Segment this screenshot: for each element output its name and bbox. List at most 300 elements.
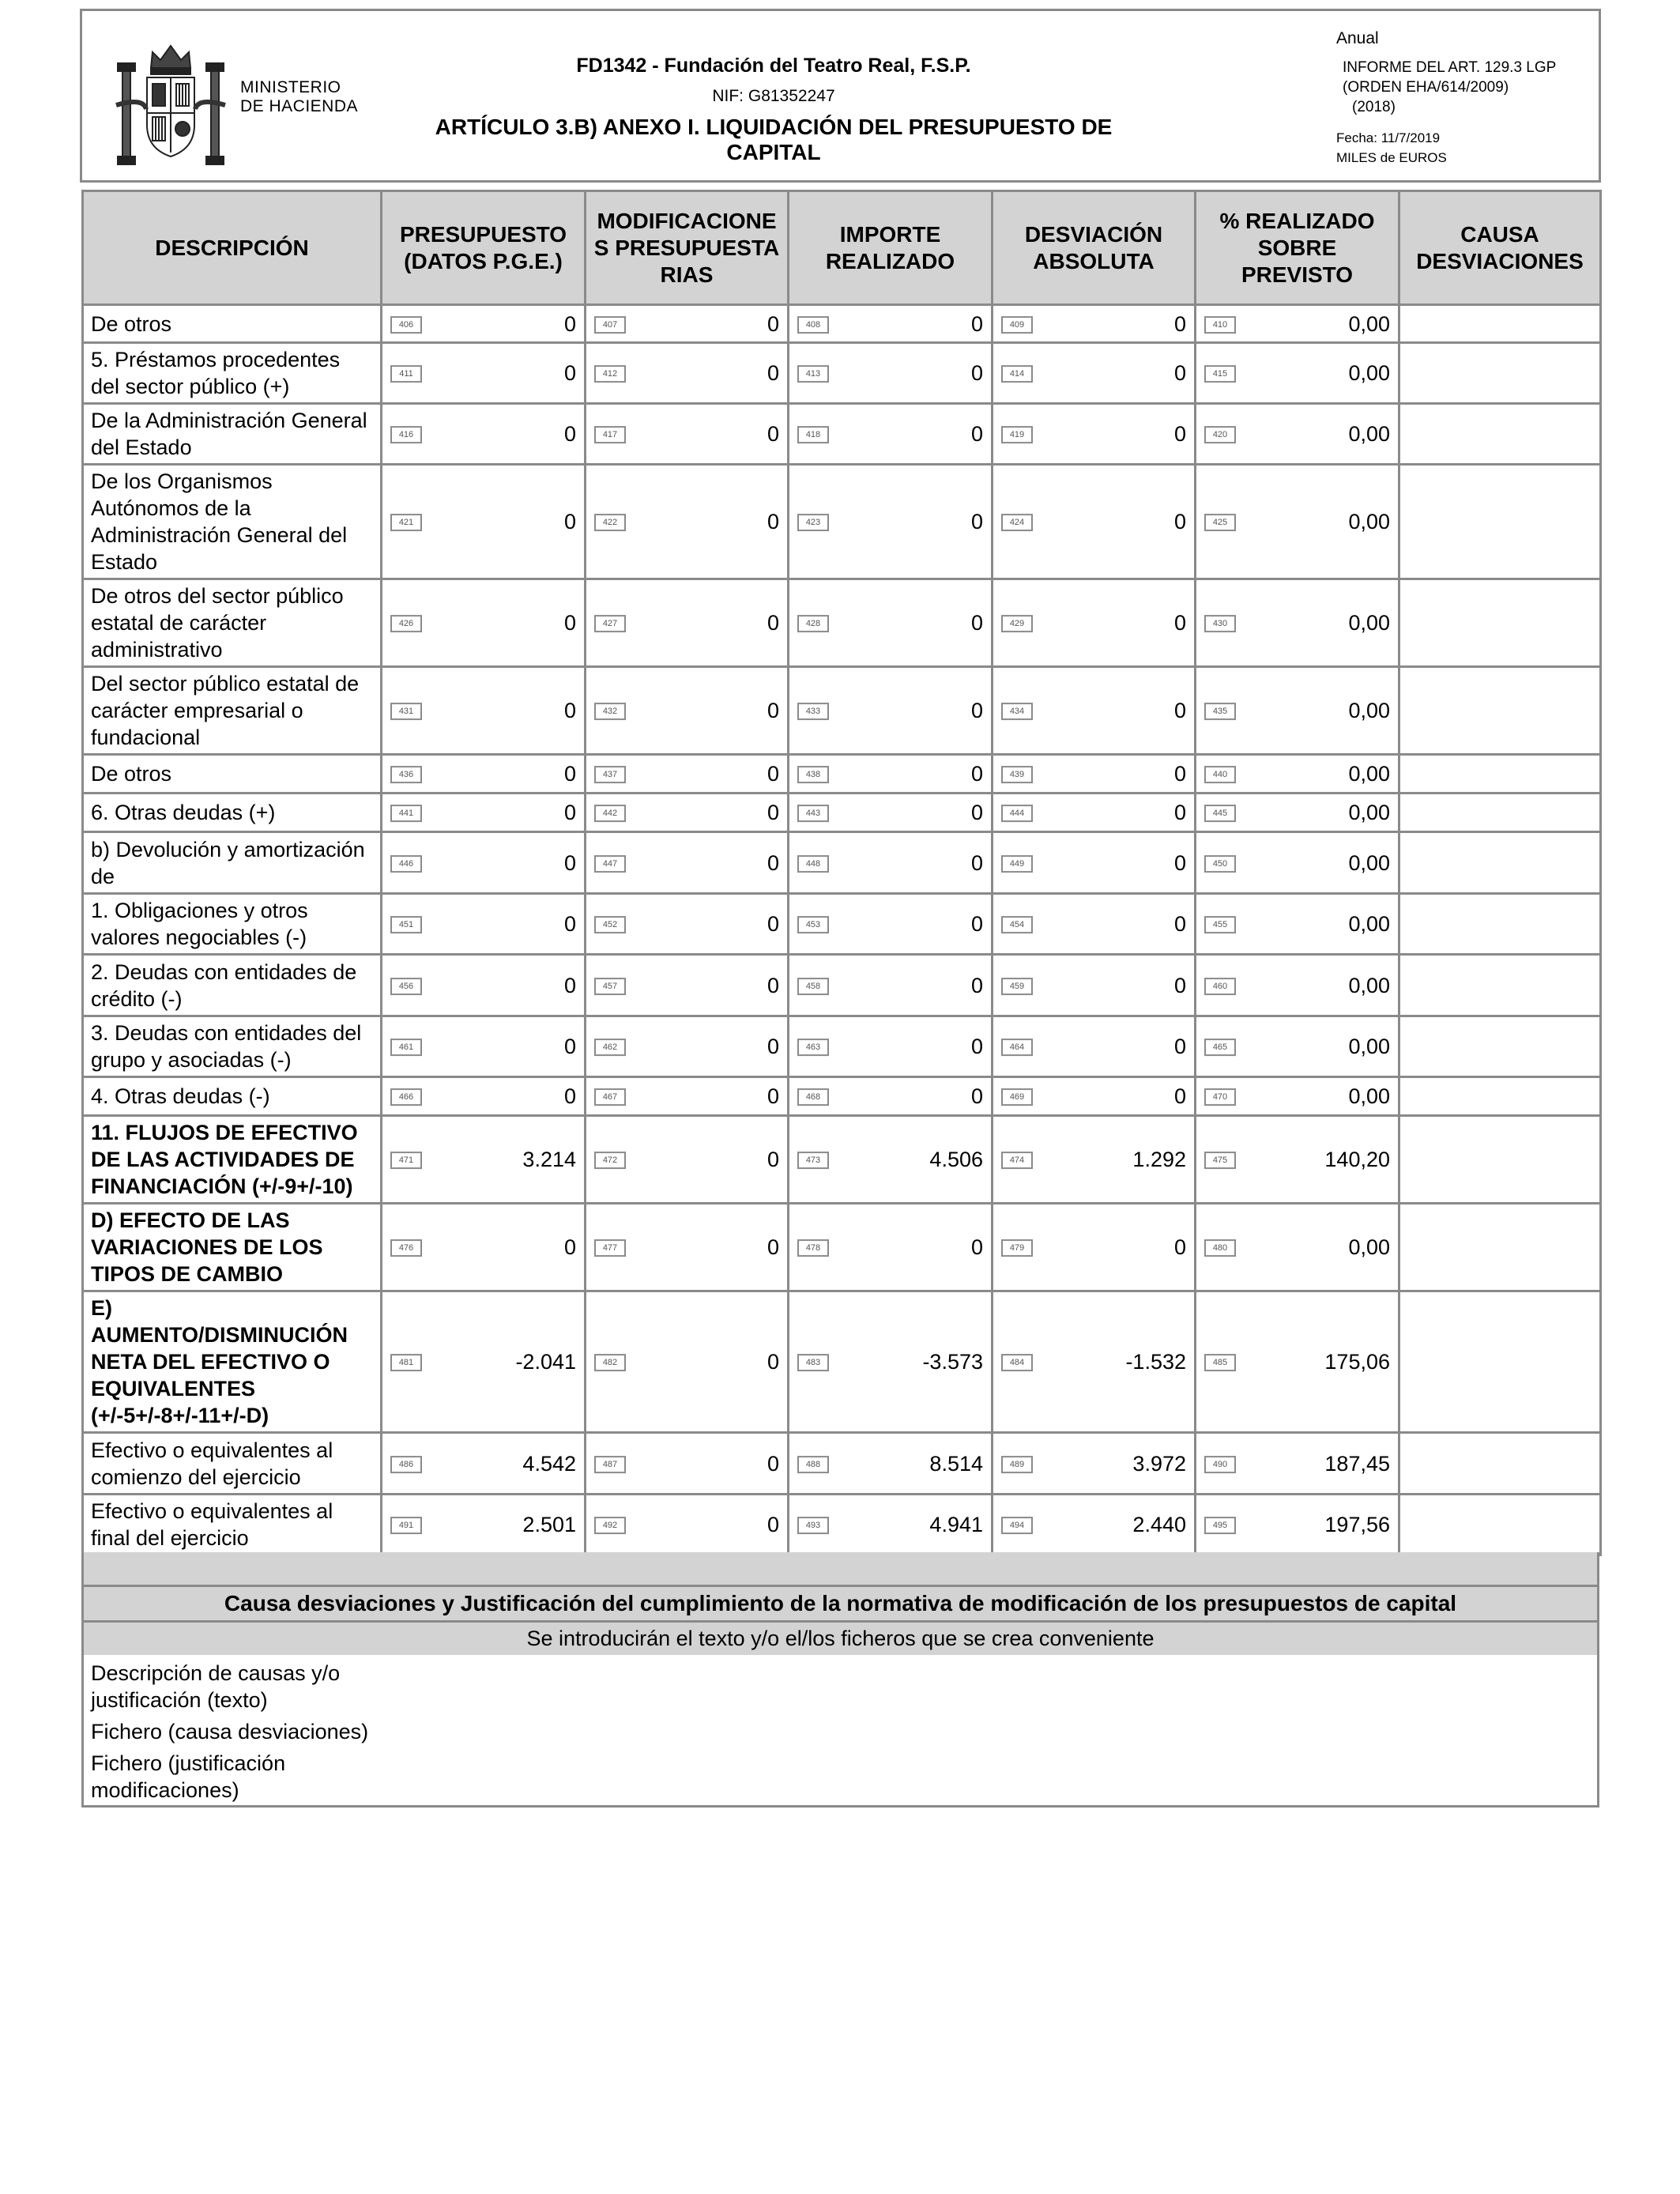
col-header-causa: CAUSA DESVIACIONES [1399, 191, 1601, 305]
separator-bar [81, 1552, 1599, 1585]
cell-value: 0,00 [1348, 1035, 1390, 1058]
col-header-descripcion: DESCRIPCIÓN [83, 191, 382, 305]
cell-value: 0 [970, 1035, 983, 1058]
field-code-box: 474 [1001, 1152, 1033, 1169]
informe-block [1336, 58, 1589, 117]
col-header-desviacion: DESVIACIÓN ABSOLUTA [993, 191, 1196, 305]
cell-value: 0 [970, 801, 983, 824]
table-row [83, 1116, 1601, 1204]
cell-value: 8.514 [929, 1451, 983, 1476]
cell-desviacion [993, 465, 1196, 579]
cell-causa [1399, 1291, 1601, 1433]
cell-importe [789, 794, 993, 832]
field-code-box: 420 [1204, 426, 1236, 443]
cell-value: 0 [1173, 912, 1186, 936]
cell-value: 0,00 [1348, 1235, 1390, 1259]
cell-realizado [1196, 755, 1399, 794]
field-code-box: 437 [594, 766, 626, 783]
row-description: De la Administración General del Estado [83, 404, 382, 465]
cell-value: 0,00 [1348, 361, 1390, 385]
field-code-box: 438 [797, 766, 829, 783]
cell-modificaciones [586, 755, 789, 794]
cell-modificaciones [586, 343, 789, 404]
cell-value: 0,00 [1348, 1084, 1390, 1108]
cell-modificaciones [586, 832, 789, 894]
cell-value: 3.214 [522, 1148, 576, 1171]
cell-desviacion [993, 794, 1196, 832]
cell-value: 0 [1173, 1084, 1186, 1108]
cell-realizado [1196, 1116, 1399, 1204]
cell-value: 0 [1173, 699, 1186, 722]
field-code-box: 425 [1204, 514, 1236, 531]
field-code-box: 422 [594, 514, 626, 531]
field-code-box: 409 [1001, 316, 1033, 334]
field-code-box: 477 [594, 1239, 626, 1257]
field-code-box: 454 [1001, 916, 1033, 933]
field-code-box: 447 [594, 855, 626, 873]
row-description: b) Devolución y amortización de [83, 832, 382, 894]
informe-line-3: (2018) [1352, 99, 1396, 115]
row-description: 4. Otras deudas (-) [83, 1077, 382, 1116]
field-code-box: 456 [390, 978, 422, 995]
cell-value: 0 [563, 422, 576, 446]
field-code-box: 410 [1204, 316, 1236, 334]
cell-value: -2.041 [515, 1350, 576, 1374]
cell-value: 0 [1173, 311, 1186, 336]
field-code-box: 462 [594, 1039, 626, 1056]
cell-causa [1399, 1077, 1601, 1116]
cell-realizado [1196, 794, 1399, 832]
cell-presupuesto [382, 955, 586, 1016]
cell-importe [789, 1291, 993, 1433]
period-label: Anual [1336, 29, 1379, 47]
cell-realizado [1196, 667, 1399, 755]
field-code-box: 416 [390, 426, 422, 443]
cell-modificaciones [586, 1291, 789, 1433]
cell-value: 0 [1173, 973, 1186, 997]
table-row [83, 832, 1601, 894]
field-code-box: 442 [594, 805, 626, 822]
cell-value: 0 [970, 850, 983, 875]
cell-value: 0 [767, 361, 779, 385]
cell-realizado [1196, 1495, 1399, 1555]
field-code-box: 453 [797, 916, 829, 933]
cell-value: 0,00 [1348, 850, 1390, 875]
cell-causa [1399, 832, 1601, 894]
cell-value: 0,00 [1348, 422, 1390, 446]
field-code-box: 485 [1204, 1354, 1236, 1371]
field-code-box: 487 [594, 1456, 626, 1473]
cell-modificaciones [586, 1077, 789, 1116]
cell-value: 4.506 [929, 1148, 983, 1171]
cell-value: 0 [1173, 762, 1186, 786]
col-header-presupuesto: PRESUPUESTO (DATOS P.G.E.) [382, 191, 586, 305]
justification-section [81, 1585, 1599, 1808]
cell-presupuesto [382, 1291, 586, 1433]
cell-value: 0,00 [1348, 311, 1390, 336]
cell-value: 0 [970, 422, 983, 446]
cell-realizado [1196, 1016, 1399, 1077]
cell-value: 0 [970, 510, 983, 533]
cell-causa [1399, 465, 1601, 579]
field-code-box: 470 [1204, 1088, 1236, 1106]
field-code-box: 441 [390, 805, 422, 822]
justification-title: Causa desviaciones y Justificación del cumplimiento de la normativa de modificación de los presupuestos de capital [84, 1587, 1597, 1623]
cell-value: 3.972 [1132, 1451, 1186, 1476]
cell-presupuesto [382, 1116, 586, 1204]
cell-presupuesto [382, 1433, 586, 1495]
field-code-box: 449 [1001, 855, 1033, 873]
field-code-box: 486 [390, 1456, 422, 1473]
field-code-box: 445 [1204, 805, 1236, 822]
cell-desviacion [993, 1116, 1196, 1204]
field-code-box: 451 [390, 916, 422, 933]
cell-modificaciones [586, 404, 789, 465]
field-code-box: 492 [594, 1517, 626, 1534]
field-code-box: 421 [390, 514, 422, 531]
cell-value: 0 [563, 801, 576, 824]
cell-importe [789, 755, 993, 794]
informe-line-1: INFORME DEL ART. 129.3 LGP [1343, 59, 1557, 76]
table-row [83, 404, 1601, 465]
cell-desviacion [993, 1204, 1196, 1291]
cell-presupuesto [382, 667, 586, 755]
field-code-box: 465 [1204, 1039, 1236, 1056]
cell-value: 0 [767, 1513, 779, 1536]
field-code-box: 466 [390, 1088, 422, 1106]
field-code-box: 483 [797, 1354, 829, 1371]
coat-of-arms-icon [111, 38, 230, 168]
cell-value: 0 [563, 311, 576, 336]
cell-value: 0 [767, 801, 779, 824]
cell-causa [1399, 1204, 1601, 1291]
field-code-box: 446 [390, 855, 422, 873]
cell-importe [789, 667, 993, 755]
table-row [83, 343, 1601, 404]
table-row [83, 305, 1601, 343]
field-code-box: 475 [1204, 1152, 1236, 1169]
cell-value: 0 [767, 973, 779, 997]
table-row [83, 755, 1601, 794]
field-code-box: 443 [797, 805, 829, 822]
cell-realizado [1196, 404, 1399, 465]
cell-modificaciones [586, 794, 789, 832]
field-code-box: 455 [1204, 916, 1236, 933]
field-code-box: 430 [1204, 615, 1236, 632]
cell-modificaciones [586, 1016, 789, 1077]
row-description: De otros [83, 755, 382, 794]
cell-modificaciones [586, 305, 789, 343]
field-code-box: 478 [797, 1239, 829, 1257]
field-code-box: 460 [1204, 978, 1236, 995]
cell-value: 0 [767, 699, 779, 722]
cell-realizado [1196, 832, 1399, 894]
cell-value: 0 [563, 1084, 576, 1108]
field-code-box: 450 [1204, 855, 1236, 873]
cell-realizado [1196, 1291, 1399, 1433]
cell-causa [1399, 1016, 1601, 1077]
field-code-box: 415 [1204, 365, 1236, 383]
field-code-box: 482 [594, 1354, 626, 1371]
field-code-box: 418 [797, 426, 829, 443]
cell-value: 0 [1173, 611, 1186, 635]
row-description: Del sector público estatal de carácter empresarial o fundacional [83, 667, 382, 755]
row-description: Efectivo o equivalentes al final del ejercicio [83, 1495, 382, 1555]
cell-value: 0 [767, 1350, 779, 1374]
cell-causa [1399, 755, 1601, 794]
field-code-box: 467 [594, 1088, 626, 1106]
table-row [83, 894, 1601, 955]
table-row [83, 1077, 1601, 1116]
row-description: De otros del sector público estatal de carácter administrativo [83, 579, 382, 667]
cell-value: 2.501 [522, 1513, 576, 1536]
cell-importe [789, 1433, 993, 1495]
cell-modificaciones [586, 465, 789, 579]
field-code-box: 469 [1001, 1088, 1033, 1106]
field-code-box: 490 [1204, 1456, 1236, 1473]
cell-value: 0,00 [1348, 762, 1390, 786]
cell-modificaciones [586, 579, 789, 667]
table-row [83, 1433, 1601, 1495]
cell-realizado [1196, 1077, 1399, 1116]
cell-value: 0 [970, 1084, 983, 1108]
field-code-box: 480 [1204, 1239, 1236, 1257]
cell-importe [789, 343, 993, 404]
cell-desviacion [993, 755, 1196, 794]
field-code-box: 413 [797, 365, 829, 383]
cell-value: 0 [1173, 801, 1186, 824]
cell-value: 0,00 [1348, 973, 1390, 997]
cell-desviacion [993, 1016, 1196, 1077]
row-description: De los Organismos Autónomos de la Administración General del Estado [83, 465, 382, 579]
table-row [83, 1016, 1601, 1077]
cell-value: 0 [1173, 422, 1186, 446]
field-code-box: 468 [797, 1088, 829, 1106]
cell-value: 0 [563, 361, 576, 385]
cell-importe [789, 305, 993, 343]
cell-value: 0 [767, 1451, 779, 1476]
cell-value: 1.292 [1132, 1148, 1186, 1171]
cell-value: 0,00 [1348, 912, 1390, 936]
field-code-box: 433 [797, 703, 829, 720]
table-row [83, 579, 1601, 667]
cell-causa [1399, 305, 1601, 343]
field-code-box: 459 [1001, 978, 1033, 995]
article-title: ARTÍCULO 3.B) ANEXO I. LIQUIDACIÓN DEL PRESUPUESTO DE CAPITAL [435, 115, 1113, 164]
cell-value: 0,00 [1348, 611, 1390, 635]
cell-causa [1399, 955, 1601, 1016]
field-code-box: 428 [797, 615, 829, 632]
cell-realizado [1196, 343, 1399, 404]
table-row [83, 1495, 1601, 1555]
cell-value: 0 [970, 762, 983, 786]
cell-desviacion [993, 955, 1196, 1016]
table-row [83, 955, 1601, 1016]
ministry-name [240, 78, 358, 116]
cell-causa [1399, 1495, 1601, 1555]
cell-value: -3.573 [922, 1350, 983, 1374]
row-description: 11. FLUJOS DE EFECTIVO DE LAS ACTIVIDADES DE FINANCIACIÓN (+/-9+/-10) [83, 1116, 382, 1204]
row-description: E) AUMENTO/DISMINUCIÓN NETA DEL EFECTIVO O EQUIVALENTES (+/-5+/-8+/-11+/-D) [83, 1291, 382, 1433]
field-code-box: 494 [1001, 1517, 1033, 1534]
cell-desviacion [993, 1495, 1196, 1555]
cell-presupuesto [382, 579, 586, 667]
field-code-box: 444 [1001, 805, 1033, 822]
cell-value: 0 [563, 762, 576, 786]
cell-causa [1399, 667, 1601, 755]
table-body [83, 305, 1601, 1555]
cell-value: 0 [767, 912, 779, 936]
cell-value: 0 [767, 1035, 779, 1058]
cell-desviacion [993, 832, 1196, 894]
cell-presupuesto [382, 404, 586, 465]
field-code-box: 452 [594, 916, 626, 933]
field-code-box: 408 [797, 316, 829, 334]
field-fichero-causa: Fichero (causa desviaciones) [91, 1720, 369, 1744]
cell-value: 0 [970, 699, 983, 722]
report-date: Fecha: 11/7/2019 [1336, 130, 1441, 145]
field-code-box: 411 [390, 365, 422, 383]
row-description: 6. Otras deudas (+) [83, 794, 382, 832]
cell-desviacion [993, 1433, 1196, 1495]
field-code-box: 412 [594, 365, 626, 383]
cell-importe [789, 579, 993, 667]
cell-presupuesto [382, 1204, 586, 1291]
row-description: D) EFECTO DE LAS VARIACIONES DE LOS TIPOS DE CAMBIO [83, 1204, 382, 1291]
cell-importe [789, 894, 993, 955]
cell-value: 0 [767, 611, 779, 635]
cell-value: 0 [970, 611, 983, 635]
cell-causa [1399, 404, 1601, 465]
table-row [83, 794, 1601, 832]
cell-value: 0 [767, 1235, 779, 1259]
cell-realizado [1196, 955, 1399, 1016]
entity-title: FD1342 - Fundación del Teatro Real, F.S.P. [576, 55, 971, 77]
field-code-box: 479 [1001, 1239, 1033, 1257]
cell-value: 0 [1173, 850, 1186, 875]
cell-value: 0 [767, 1084, 779, 1108]
cell-presupuesto [382, 465, 586, 579]
cell-causa [1399, 1116, 1601, 1204]
cell-value: 0 [767, 1148, 779, 1171]
table-row [83, 667, 1601, 755]
cell-realizado [1196, 894, 1399, 955]
field-code-box: 472 [594, 1152, 626, 1169]
cell-value: 2.440 [1132, 1513, 1186, 1536]
row-description: 2. Deudas con entidades de crédito (-) [83, 955, 382, 1016]
field-code-box: 495 [1204, 1517, 1236, 1534]
report-header [80, 9, 1601, 183]
cell-value: 0 [970, 361, 983, 385]
field-code-box: 489 [1001, 1456, 1033, 1473]
table-row [83, 1291, 1601, 1433]
field-code-box: 463 [797, 1039, 829, 1056]
cell-desviacion [993, 1291, 1196, 1433]
cell-value: 0,00 [1348, 510, 1390, 533]
cell-modificaciones [586, 955, 789, 1016]
field-code-box: 427 [594, 615, 626, 632]
field-fichero-justificacion: Fichero (justificación modificaciones) [91, 1751, 286, 1802]
cell-value: 197,56 [1324, 1513, 1390, 1536]
col-header-modificaciones: MODIFICACIONES PRESUPUESTARIAS [586, 191, 789, 305]
field-code-box: 436 [390, 766, 422, 783]
field-code-box: 435 [1204, 703, 1236, 720]
field-code-box: 434 [1001, 703, 1033, 720]
row-description: Efectivo o equivalentes al comienzo del ejercicio [83, 1433, 382, 1495]
field-code-box: 431 [390, 703, 422, 720]
field-code-box: 473 [797, 1152, 829, 1169]
field-code-box: 426 [390, 615, 422, 632]
cell-value: 4.542 [522, 1451, 576, 1476]
cell-desviacion [993, 1077, 1196, 1116]
cell-value: 0 [563, 850, 576, 875]
cell-presupuesto [382, 1016, 586, 1077]
field-code-box: 432 [594, 703, 626, 720]
cell-realizado [1196, 305, 1399, 343]
justification-subtitle: Se introducirán el texto y/o el/los ficheros que se crea conveniente [84, 1623, 1597, 1655]
nif-label: NIF: G81352247 [712, 87, 835, 105]
field-descripcion-causas: Descripción de causas y/o justificación (texto) [91, 1661, 341, 1712]
cell-value: 0 [767, 850, 779, 875]
field-code-box: 457 [594, 978, 626, 995]
cell-causa [1399, 1433, 1601, 1495]
field-code-box: 417 [594, 426, 626, 443]
cell-value: 0 [970, 1235, 983, 1259]
cell-presupuesto [382, 832, 586, 894]
field-code-box: 461 [390, 1039, 422, 1056]
cell-importe [789, 832, 993, 894]
cell-value: 0 [767, 311, 779, 336]
cell-value: 0 [970, 311, 983, 336]
cell-presupuesto [382, 794, 586, 832]
field-code-box: 429 [1001, 615, 1033, 632]
cell-causa [1399, 794, 1601, 832]
field-code-box: 471 [390, 1152, 422, 1169]
row-description: 1. Obligaciones y otros valores negociables (-) [83, 894, 382, 955]
field-code-box: 439 [1001, 766, 1033, 783]
cell-importe [789, 1204, 993, 1291]
justification-fields [84, 1655, 1597, 1813]
field-code-box: 464 [1001, 1039, 1033, 1056]
cell-desviacion [993, 667, 1196, 755]
cell-modificaciones [586, 1495, 789, 1555]
field-code-box: 419 [1001, 426, 1033, 443]
cell-value: 0,00 [1348, 801, 1390, 824]
cell-value: 0 [1173, 1235, 1186, 1259]
cell-importe [789, 955, 993, 1016]
cell-modificaciones [586, 1116, 789, 1204]
cell-value: 0 [563, 973, 576, 997]
cell-value: 0 [563, 699, 576, 722]
cell-importe [789, 465, 993, 579]
cell-presupuesto [382, 755, 586, 794]
cell-desviacion [993, 305, 1196, 343]
cell-value: 0 [563, 1235, 576, 1259]
report-info [1336, 28, 1589, 168]
ministry-line-2: DE HACIENDA [240, 97, 359, 115]
cell-causa [1399, 579, 1601, 667]
row-description: De otros [83, 305, 382, 343]
cell-value: 4.941 [929, 1513, 983, 1536]
cell-value: 175,06 [1324, 1350, 1390, 1374]
field-code-box: 476 [390, 1239, 422, 1257]
cell-importe [789, 1077, 993, 1116]
field-code-box: 407 [594, 316, 626, 334]
cell-causa [1399, 894, 1601, 955]
field-code-box: 440 [1204, 766, 1236, 783]
capital-budget-table [81, 190, 1602, 1556]
cell-value: 140,20 [1324, 1148, 1390, 1171]
